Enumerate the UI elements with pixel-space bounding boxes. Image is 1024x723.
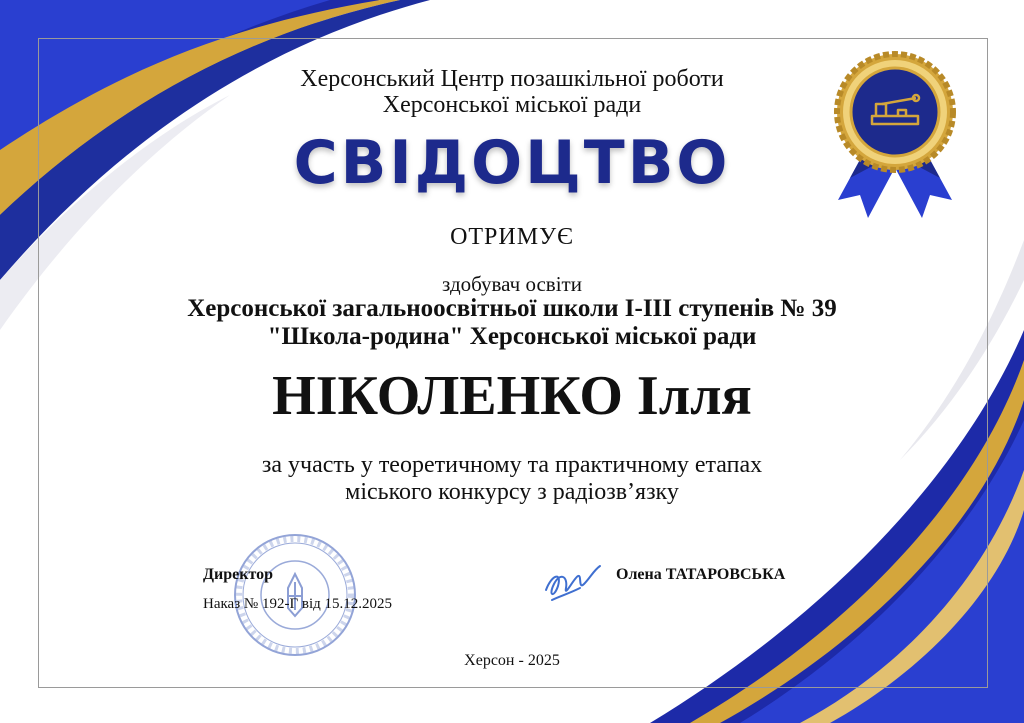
- official-seal-icon: [230, 530, 360, 660]
- director-name: Олена ТАТАРОВСЬКА: [616, 566, 786, 583]
- school-line-1: Херсонської загальноосвітньої школи І-ІІІ ступенів № 39: [187, 295, 837, 322]
- organization-line-2: Херсонської міської ради: [382, 92, 642, 118]
- school-line-2: "Школа-родина" Херсонської міської ради: [267, 323, 757, 350]
- certificate-title: СВІДОЦТВО: [293, 128, 731, 198]
- receives-label: ОТРИМУЄ: [450, 224, 574, 250]
- organization-line-1: Херсонський Центр позашкільної роботи: [300, 66, 724, 92]
- school-name: [0, 295, 1024, 351]
- order-reference: Наказ № 192-Г від 15.12.2025: [203, 596, 392, 612]
- recipient-name: НІКОЛЕНКО Ілля: [272, 365, 752, 427]
- reason-line-1: за участь у теоретичному та практичному етапах: [261, 452, 763, 478]
- director-title: Директор: [203, 566, 273, 583]
- reason-line-2: міського конкурсу з радіозв’язку: [345, 479, 679, 505]
- award-reason: [0, 452, 1024, 506]
- footer-place-year: Херсон - 2025: [464, 652, 560, 669]
- recipient-label: здобувач освіти: [442, 272, 582, 296]
- award-rosette-icon: [820, 50, 970, 225]
- signature-mark: [538, 556, 608, 608]
